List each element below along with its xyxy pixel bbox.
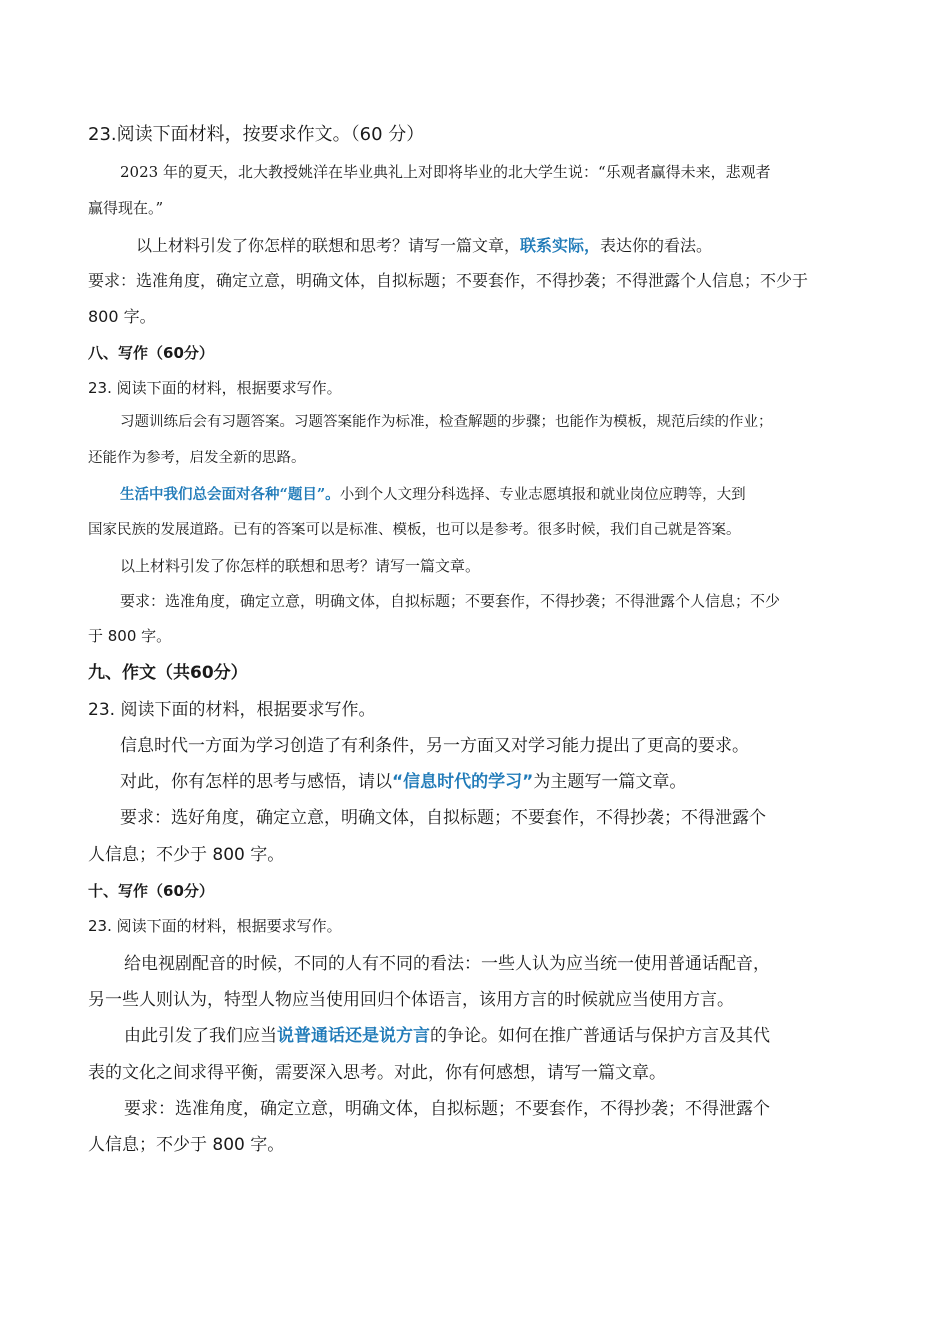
s1-prompt <box>136 236 864 255</box>
s3-prompt-highlight: “信息时代的学习” <box>392 772 534 792</box>
s1-prompt-after: 表达你的看法。 <box>600 236 713 255</box>
s2-material-line2: 还能作为参考，启发全新的思路。 <box>88 450 306 466</box>
s1-question: 23.阅读下面材料，按要求作文。（60 分） <box>88 124 425 145</box>
s4-question: 23. 阅读下面的材料，根据要求写作。 <box>88 917 342 935</box>
s4-paragraph2-line1 <box>124 1026 864 1046</box>
s3-requirement-line2: 人信息；不少于 800 字。 <box>88 845 285 865</box>
s3-heading: 九、作文（共60分） <box>88 663 248 683</box>
s2-material-line1: 习题训练后会有习题答案。习题答案能作为标准，检查解题的步骤；也能作为模板，规范后续的作业； <box>120 414 773 430</box>
s2-question: 23. 阅读下面的材料，根据要求写作。 <box>88 379 342 397</box>
s1-prompt-highlight: 联系实际， <box>520 236 601 255</box>
s2-paragraph2-highlight: 生活中我们总会面对各种“题目”。 <box>120 486 340 503</box>
s2-requirement-line1: 要求：选准角度，确定立意，明确文体，自拟标题；不要套作，不得抄袭；不得泄露个人信息；不少 <box>120 592 781 610</box>
s3-question: 23. 阅读下面的材料，根据要求写作。 <box>88 700 376 720</box>
s4-paragraph2-line2: 表的文化之间求得平衡，需要深入思考。对此，你有何感想，请写一篇文章。 <box>88 1063 666 1083</box>
s4-paragraph2-highlight: 说普通话还是说方言 <box>277 1026 430 1046</box>
s4-paragraph2-before: 由此引发了我们应当 <box>124 1026 277 1046</box>
s2-paragraph2-rest: 小到个人文理分科选择、专业志愿填报和就业岗位应聘等，大到 <box>339 487 746 503</box>
s4-heading: 十、写作（60分） <box>88 882 214 900</box>
s3-prompt-after: 为主题写一篇文章。 <box>533 772 687 792</box>
s1-material-line1: 2023 年的夏天，北大教授姚洋在毕业典礼上对即将毕业的北大学生说：“乐观者赢得未来，悲观者 <box>120 163 771 181</box>
s2-requirement-line2: 于 800 字。 <box>88 627 172 645</box>
s4-requirement-line2: 人信息；不少于 800 字。 <box>88 1135 285 1155</box>
s4-requirement-line1: 要求：选准角度，确定立意，明确文体，自拟标题；不要套作，不得抄袭；不得泄露个 <box>124 1099 770 1119</box>
s1-prompt-before: 以上材料引发了你怎样的联想和思考？请写一篇文章， <box>136 236 521 255</box>
s1-requirement-line2: 800 字。 <box>88 307 156 326</box>
s2-heading: 八、写作（60分） <box>88 344 214 362</box>
s4-material-line2: 另一些人则认为，特型人物应当使用回归个体语言，该用方言的时候就应当使用方言。 <box>88 990 734 1010</box>
s2-paragraph2-line2: 国家民族的发展道路。已有的答案可以是标准、模板，也可以是参考。很多时候，我们自己就是答案。 <box>88 522 741 538</box>
s3-requirement-line1: 要求：选好角度，确定立意，明确文体，自拟标题；不要套作，不得抄袭；不得泄露个 <box>120 808 766 828</box>
s4-paragraph2-after: 的争论。如何在推广普通话与保护方言及其代 <box>430 1026 770 1046</box>
s3-material: 信息时代一方面为学习创造了有利条件，另一方面又对学习能力提出了更高的要求。 <box>120 736 749 756</box>
s4-material-line1: 给电视剧配音的时候，不同的人有不同的看法：一些人认为应当统一使用普通话配音， <box>124 954 770 974</box>
s1-material-line2: 赢得现在。” <box>88 199 164 217</box>
s3-prompt <box>120 772 864 792</box>
s2-prompt: 以上材料引发了你怎样的联想和思考？请写一篇文章。 <box>120 557 481 575</box>
s1-requirement-line1: 要求：选准角度，确定立意，明确文体，自拟标题；不要套作，不得抄袭；不得泄露个人信息；不少于 <box>88 271 809 290</box>
s3-prompt-before: 对此，你有怎样的思考与感悟，请以 <box>120 772 392 792</box>
s2-paragraph2-line1 <box>120 486 864 504</box>
